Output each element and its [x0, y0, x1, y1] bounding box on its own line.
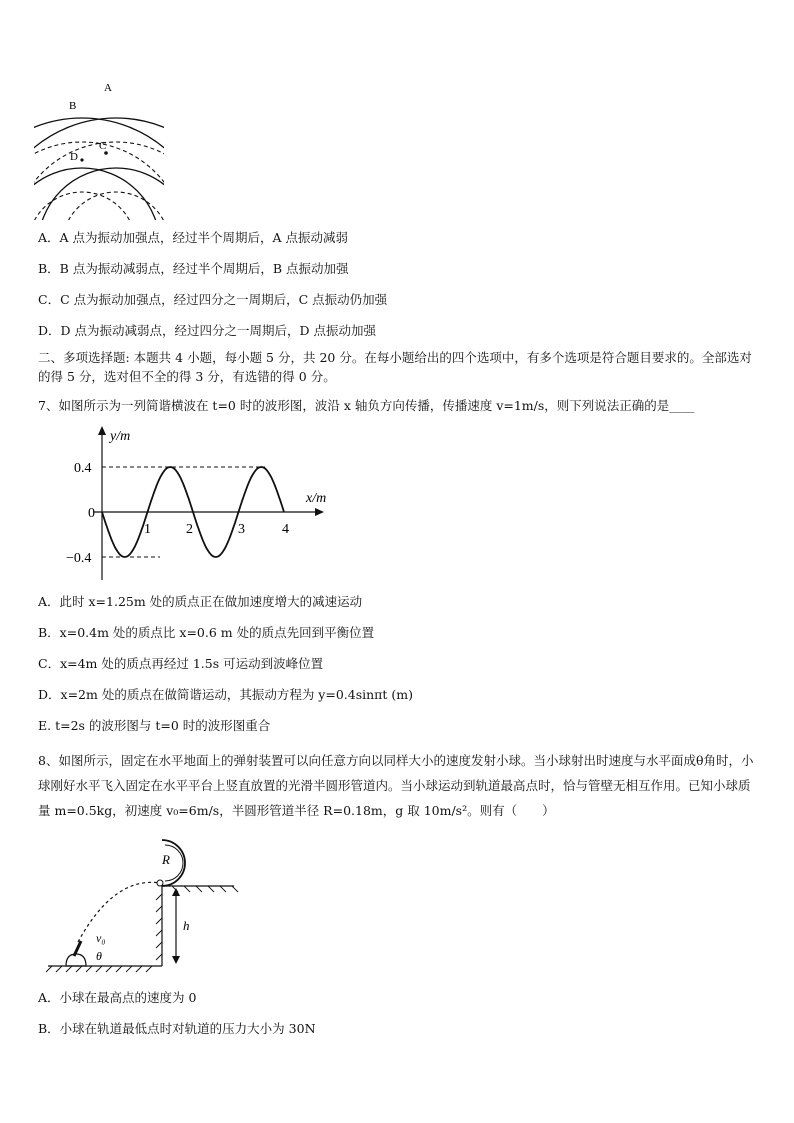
label-h: h [183, 918, 190, 933]
section-2-instructions: 二、多项选择题: 本题共 4 小题，每小题 5 分，共 20 分。在每小题给出的四个选项中，有多个选项是符合题目要求的。全部选对的得 5 分，选对但不全的得 3 分，有选错的得 0 分。 [38, 350, 752, 384]
x-tick-2: 2 [186, 522, 193, 537]
label-a: A [104, 82, 112, 94]
ground-hatching [46, 966, 152, 972]
trajectory [78, 882, 160, 942]
label-v0: v₀ [96, 931, 106, 945]
x-axis-arrow [315, 508, 324, 516]
y-tick-zero: 0 [88, 506, 95, 521]
point-d-dot [80, 158, 83, 161]
label-theta: θ [96, 949, 102, 963]
y-tick-top: 0.4 [74, 461, 92, 476]
q6-option-b: B．B 点为振动减弱点，经过半个周期后，B 点振动加强 [38, 261, 349, 276]
q7-option-e: E. t=2s 的波形图与 t=0 时的波形图重合 [38, 718, 271, 733]
ball [157, 880, 163, 886]
trough-arc [12, 142, 220, 350]
trough-arc [0, 142, 186, 350]
q8-stem: 8、如图所示，固定在水平地面上的弹射装置可以向任意方向以同样大小的速度发射小球。当小球射出时速度与水平面成θ角时，小球刚好水平飞入固定在水平平台上竖直放置的光滑半圆形管道内。当小球运动到轨道最高点时，恰与管壁无相互作用。已知小球质量 m=0.5kg，初速度 v₀=6m/s，半圆形管道半径 R=0.18m，g 取 10m/s²。则有（ ） [38, 753, 754, 818]
label-b: B [69, 100, 77, 112]
label-c: C [99, 140, 107, 152]
x-tick-4: 4 [282, 522, 289, 537]
trough-arc [62, 192, 170, 300]
label-r: R [162, 852, 170, 867]
q8-option-a: A．小球在最高点的速度为 0 [38, 990, 197, 1005]
label-d: D [70, 151, 78, 163]
y-axis-label: y/m [110, 429, 131, 444]
x-tick-3: 3 [238, 522, 245, 537]
y-tick-bottom: −0.4 [66, 551, 92, 566]
q6-option-c: C．C 点为振动加强点，经过四分之一周期后，C 点振动仍加强 [38, 292, 388, 307]
wave-graph [66, 420, 340, 585]
interference-figure [34, 78, 164, 220]
q7-option-c: C．x=4m 处的质点再经过 1.5s 可运动到波峰位置 [38, 656, 324, 671]
q7-option-b: B．x=0.4m 处的质点比 x=0.6 m 处的质点先回到平衡位置 [38, 625, 375, 640]
launcher-figure [44, 838, 244, 976]
launcher-base [66, 954, 86, 966]
y-axis-arrow [98, 426, 106, 435]
x-tick-1: 1 [144, 522, 151, 537]
q7-option-a: A．此时 x=1.25m 处的质点正在做加速度增大的减速运动 [38, 594, 363, 609]
q6-option-d: D．D 点为振动减弱点，经过四分之一周期后，D 点振动加强 [38, 323, 377, 338]
q8-option-b: B．小球在轨道最低点时对轨道的压力大小为 30N [38, 1021, 316, 1036]
q7-option-d: D．x=2m 处的质点在做简谐运动，其振动方程为 y=0.4sinπt (m) [38, 687, 413, 702]
trough-arc [28, 192, 136, 300]
q7-stem: 7、如图所示为一列简谐横波在 t=0 时的波形图，波沿 x 轴负方向传播，传播速度 v=1m/s，则下列说法正确的是____ [38, 398, 695, 413]
q6-option-a: A．A 点为振动加强点，经过半个周期后，A 点振动减弱 [38, 230, 349, 245]
x-axis-label: x/m [306, 491, 327, 506]
platform-hatching [156, 886, 238, 960]
